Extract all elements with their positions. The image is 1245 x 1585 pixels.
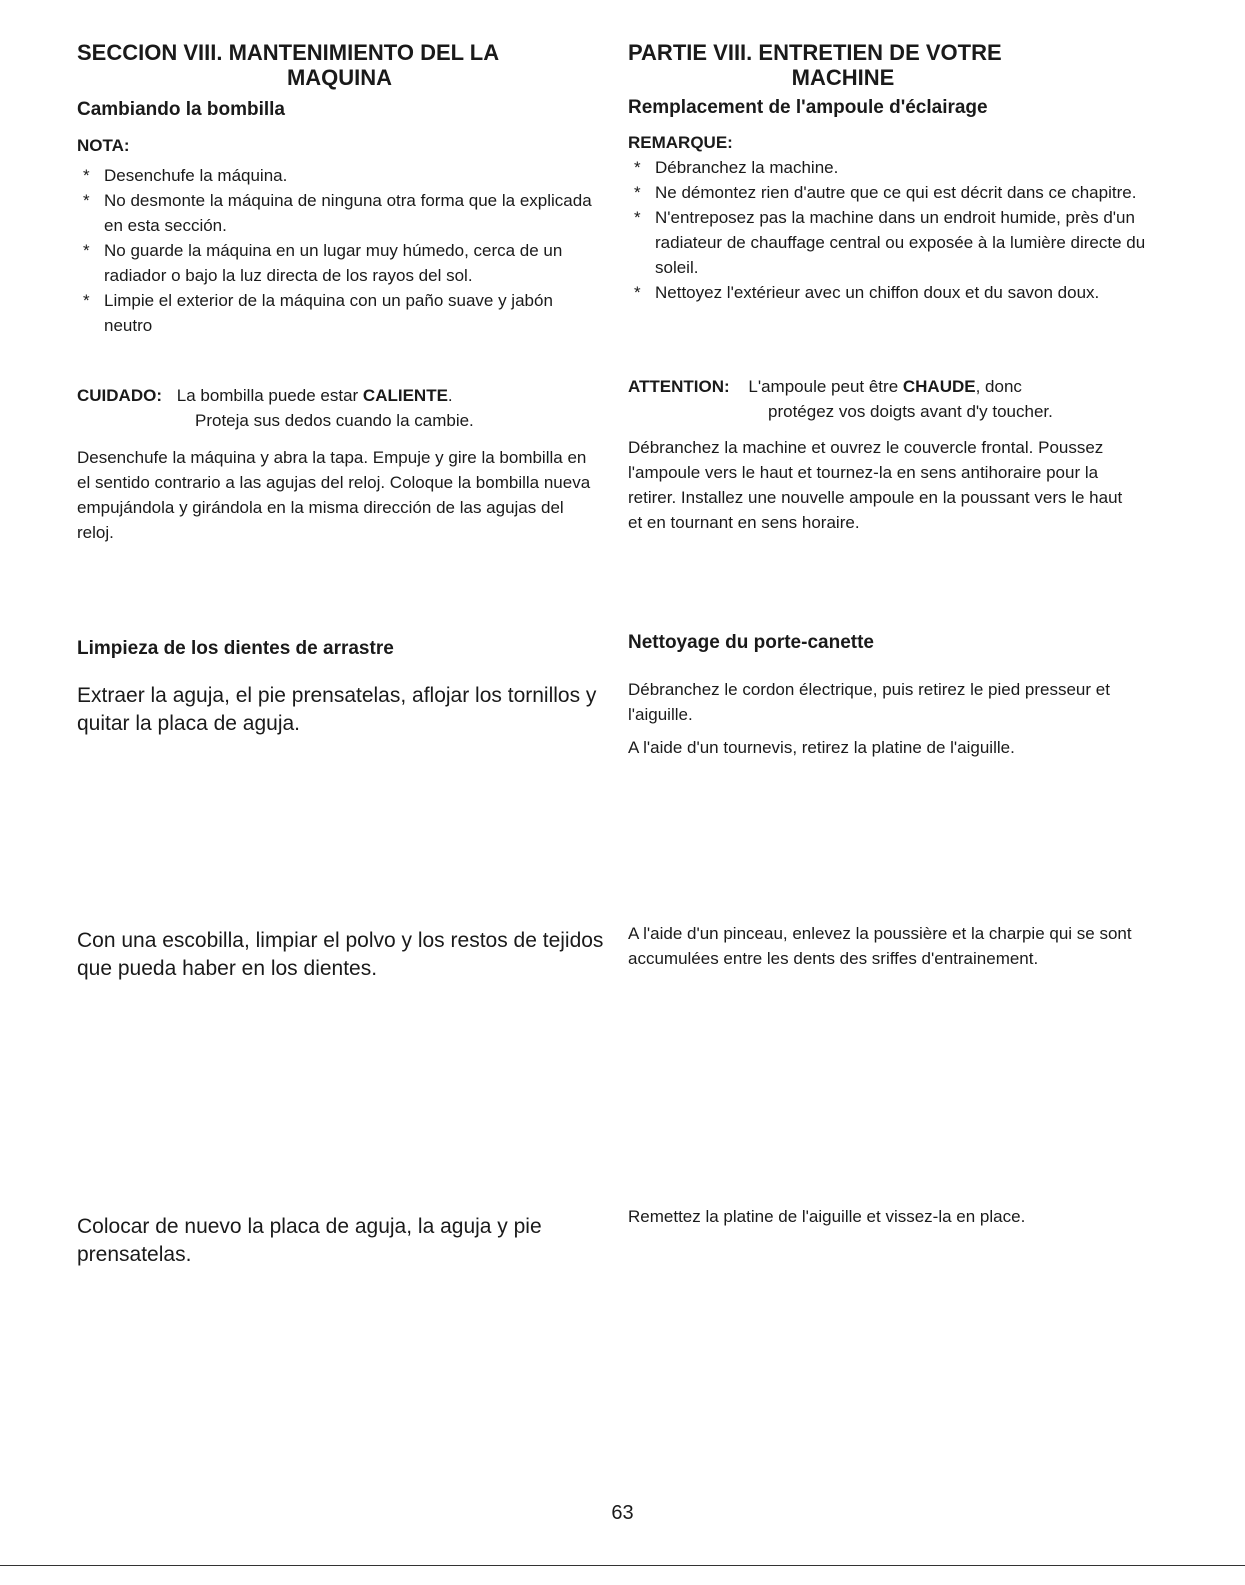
step3-es: Colocar de nuevo la placa de aguja, la aguja y pie prensatelas.: [77, 1215, 542, 1266]
list-item: * Limpie el exterior de la máquina con un paño suave y jabón neutro: [77, 288, 597, 338]
feed-heading-fr: Nettoyage du porte-canette: [628, 632, 874, 653]
feed-heading-es: Limpieza de los dientes de arrastre: [77, 638, 394, 659]
notes-list-es: [77, 163, 597, 338]
list-item: * N'entreposez pas la machine dans un endroit humide, près d'un radiateur de chauffage central ou exposée à la lumière directe du soleil.: [628, 205, 1153, 280]
caution-line2-fr: protégez vos doigts avant d'y toucher.: [768, 402, 1053, 421]
bottom-rule: [0, 1565, 1245, 1566]
bulb-instructions-es: Desenchufe la máquina y abra la tapa. Empuje y gire la bombilla en el sentido contrario a las agujas del reloj. Coloque la bombilla nueva empujándola y girándola en la misma dirección de las agujas del reloj.: [77, 448, 591, 542]
step2-es: Con una escobilla, limpiar el polvo y los restos de tejidos que pueda haber en los dientes.: [77, 929, 604, 980]
page-number: 63: [611, 1502, 634, 1524]
list-item: * No guarde la máquina en un lugar muy húmedo, cerca de un radiador o bajo la luz directa de los rayos del sol.: [77, 238, 597, 288]
list-item: * No desmonte la máquina de ninguna otra forma que la explicada en esta sección.: [77, 188, 597, 238]
section-title-fr-line1: PARTIE VIII. ENTRETIEN DE VOTRE: [628, 40, 1002, 65]
asterisk-icon: *: [634, 183, 641, 202]
step1-es: Extraer la aguja, el pie prensatelas, aflojar los tornillos y quitar la placa de aguja.: [77, 684, 597, 735]
caution-es: CUIDADO: La bombilla puede estar CALIENTE. Proteja sus dedos cuando la cambie.: [77, 383, 602, 433]
bulb-heading-fr: Remplacement de l'ampoule d'éclairage: [628, 97, 988, 118]
asterisk-icon: *: [634, 158, 641, 177]
asterisk-icon: *: [83, 166, 90, 185]
note-label-es: NOTA:: [77, 136, 130, 155]
section-title-fr: [628, 40, 1058, 90]
asterisk-icon: *: [634, 283, 641, 302]
section-title-es-line1: SECCION VIII. MANTENIMIENTO DEL LA: [77, 40, 500, 65]
asterisk-icon: *: [634, 208, 641, 227]
list-item: * Débranchez la machine.: [628, 155, 1153, 180]
section-title-fr-line2: MACHINE: [791, 65, 895, 90]
section-title-es: [77, 40, 602, 90]
asterisk-icon: *: [83, 241, 90, 260]
caution-label-fr: ATTENTION:: [628, 377, 730, 396]
asterisk-icon: *: [83, 291, 90, 310]
step1b-fr: A l'aide d'un tournevis, retirez la platine de l'aiguille.: [628, 738, 1015, 757]
asterisk-icon: *: [83, 191, 90, 210]
caution-line2-es: Proteja sus dedos cuando la cambie.: [195, 411, 474, 430]
caution-fr: ATTENTION: L'ampoule peut être CHAUDE, donc protégez vos doigts avant d'y toucher.: [628, 374, 1148, 424]
caution-label-es: CUIDADO:: [77, 386, 162, 405]
step1a-fr: Débranchez le cordon électrique, puis retirez le pied presseur et l'aiguille.: [628, 680, 1110, 724]
list-item: * Nettoyez l'extérieur avec un chiffon doux et du savon doux.: [628, 280, 1153, 305]
bulb-heading-es: Cambiando la bombilla: [77, 99, 285, 120]
notes-list-fr: [628, 155, 1153, 305]
bulb-instructions-fr: Débranchez la machine et ouvrez le couvercle frontal. Poussez l'ampoule vers le haut et tournez-la en sens antihoraire pour la retirer. Installez une nouvelle ampoule en la poussant vers le haut et en tournant en sens horaire.: [628, 438, 1123, 532]
list-item: * Desenchufe la máquina.: [77, 163, 597, 188]
note-label-fr: REMARQUE:: [628, 133, 733, 152]
section-title-es-line2: MAQUINA: [286, 65, 393, 90]
step3-fr: Remettez la platine de l'aiguille et vissez-la en place.: [628, 1207, 1026, 1226]
list-item: * Ne démontez rien d'autre que ce qui est décrit dans ce chapitre.: [628, 180, 1153, 205]
step2-fr: A l'aide d'un pinceau, enlevez la poussière et la charpie qui se sont accumulées entre les dents des sriffes d'entrainement.: [628, 924, 1132, 968]
